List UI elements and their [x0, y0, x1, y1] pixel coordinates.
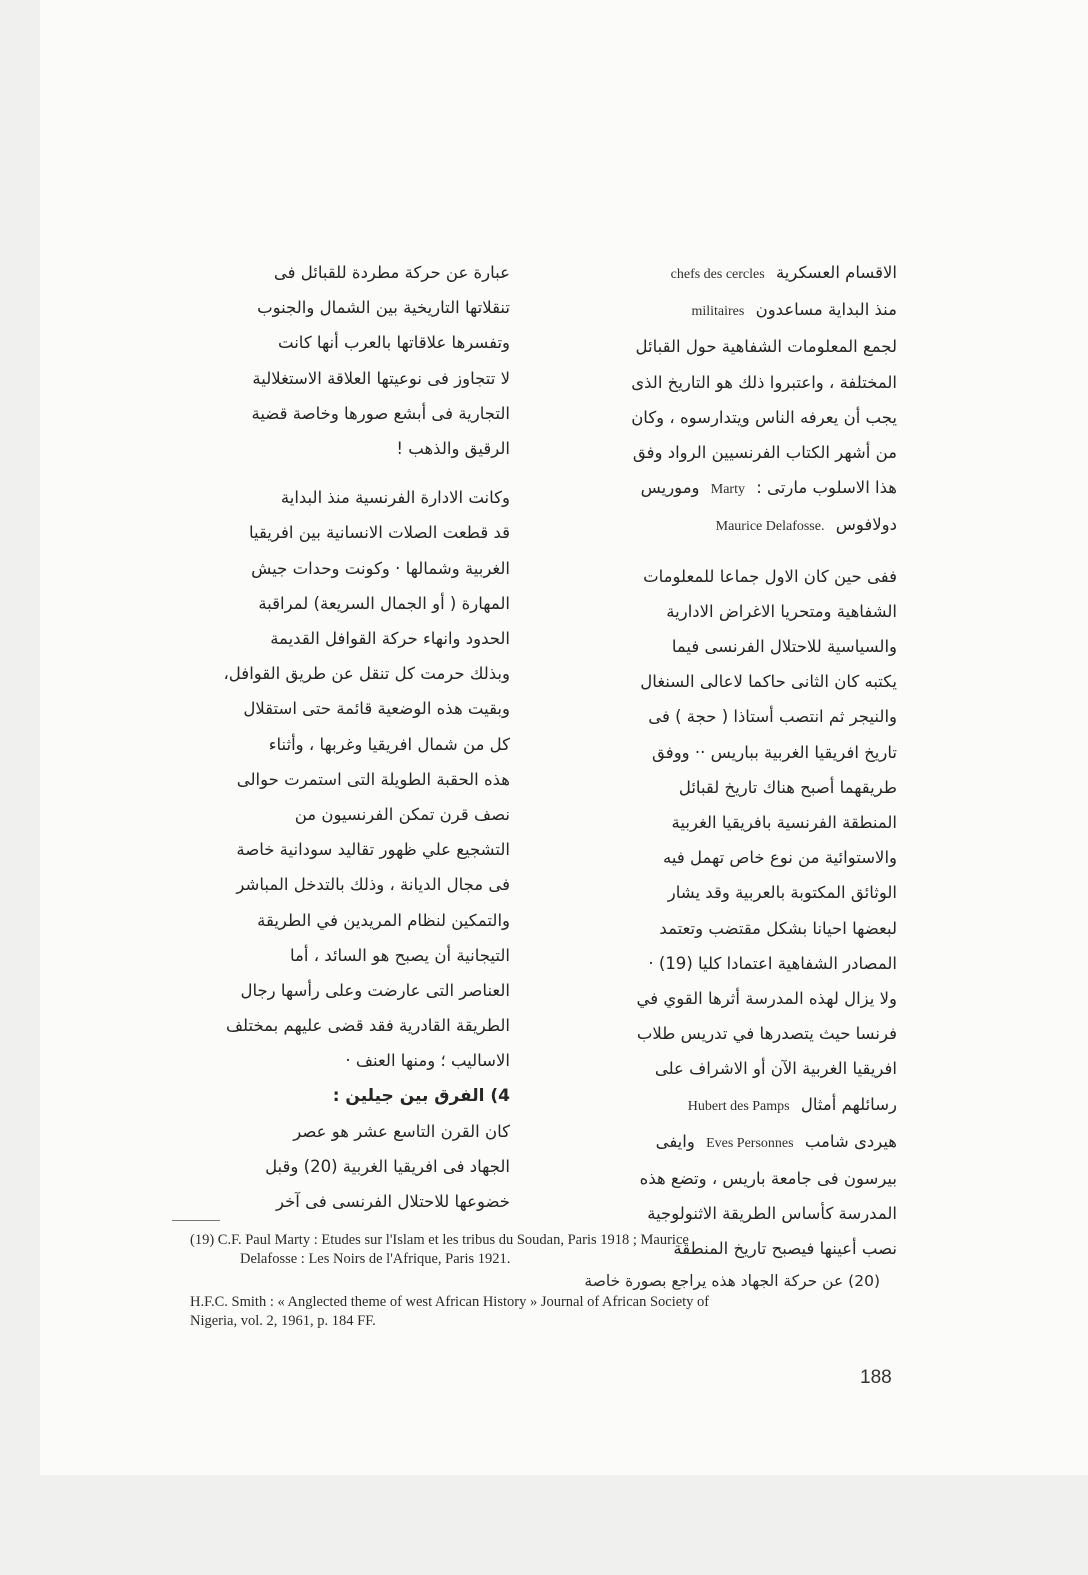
latin-term: militaires — [691, 304, 745, 320]
text-line: نصف قرن تمكن الفرنسيون من — [294, 805, 510, 825]
text-line: دولافوس Maurice Delafosse. — [537, 507, 897, 544]
text-line: والسياسية للاحتلال الفرنسى فيما — [671, 637, 897, 657]
section-heading: 4) الفرق بين جيلين : — [332, 1085, 510, 1106]
footnote-19-line: Delafosse : Les Noirs de l'Afrique, Paris 1921. — [240, 1251, 511, 1267]
footnote-20-line: H.F.C. Smith : « Anglected theme of west African History » Journal of African Society of — [190, 1294, 710, 1310]
text-line: فى مجال الديانة ، وذلك بالتدخل المباشر — [236, 875, 510, 895]
text-line: الحدود وانهاء حركة القوافل القديمة — [270, 629, 510, 649]
text-line: المهارة ( أو الجمال السريعة) لمراقبة — [258, 593, 510, 613]
text-line: خضوعها للاحتلال الفرنسى فى آخر — [275, 1192, 510, 1212]
text-line: المنطقة الفرنسية بافريقيا الغربية — [671, 813, 897, 833]
text-line: بيرسون فى جامعة باريس ، وتضع هذه — [639, 1169, 897, 1189]
latin-term: chefs des cercles — [670, 267, 765, 282]
text-line: الاقسام العسكرية chefs des cercles — [537, 255, 897, 292]
text-line: كان القرن التاسع عشر هو عصر — [293, 1121, 510, 1141]
text-line: طريقهما أصبح هناك تاريخ لقبائل — [678, 777, 897, 797]
text-line: وبقيت هذه الوضعية قائمة حتى استقلال — [243, 699, 510, 719]
text-line: المدرسة كأساس الطريقة الاثنولوجية — [647, 1204, 897, 1224]
footnote-19-line: (19) C.F. Paul Marty : Etudes sur l'Islam et les tribus du Soudan, Paris 1918 ; Maurice — [190, 1232, 689, 1248]
text-line: والتمكين لنظام المريدين في الطريقة — [257, 910, 510, 930]
text-line: هذه الحقبة الطويلة التى استمرت حوالى — [236, 769, 510, 789]
text-line: الغربية وشمالها · وكونت وحدات جيش — [251, 558, 510, 578]
left-text-column — [146, 255, 510, 1219]
text-line: افريقيا الغربية الآن أو الاشراف على — [654, 1059, 897, 1079]
text-line: الشفاهية ومتحريا الاغراض الادارية — [666, 601, 897, 621]
text-line: التيجانية أن يصبح هو السائد ، أما — [290, 945, 510, 965]
text-line: لبعضها احيانا بشكل مقتضب وتعتمد — [659, 918, 897, 938]
page-number: 188 — [860, 1367, 892, 1388]
text-line: الرقيق والذهب ! — [396, 439, 510, 459]
text-line: هيردى شامب Eves Personnes وايفى — [537, 1124, 897, 1161]
text-line: الجهاد فى افريقيا الغربية (20) وقبل — [265, 1157, 510, 1177]
footnote-20-arabic: (20) عن حركة الجهاد هذه يراجع بصورة خاصة — [584, 1272, 880, 1290]
text-line: المختلفة ، واعتبروا ذلك هو التاريخ الذى — [631, 372, 897, 392]
footnotes — [190, 1232, 910, 1332]
text-line: ولا يزال لهذه المدرسة أثرها القوي في — [636, 989, 897, 1009]
text-line: هذا الاسلوب مارتى : Marty وموريس — [537, 470, 897, 507]
text-line: فرنسا حيث يتصدرها في تدريس طلاب — [636, 1024, 897, 1044]
footnote-divider — [172, 1220, 220, 1221]
text-line: من أشهر الكتاب الفرنسيين الرواد وفق — [632, 443, 897, 463]
text-line: والاستوائية من نوع خاص تهمل فيه — [663, 848, 897, 868]
text-line: تنقلاتها التاريخية بين الشمال والجنوب — [257, 298, 510, 318]
text-line: منذ البداية مساعدون militaires — [537, 292, 897, 329]
text-line: التشجيع علي ظهور تقاليد سودانية خاصة — [236, 840, 510, 860]
latin-term: Hubert des Pamps — [687, 1098, 790, 1114]
text-line: لا تتجاوز فى نوعيتها العلاقة الاستغلالية — [252, 368, 510, 388]
text-line: رسائلهم أمثال Hubert des Pamps — [537, 1087, 897, 1124]
text-line: ففى حين كان الاول جماعا للمعلومات — [643, 566, 897, 586]
text-line: وتفسرها علاقاتها بالعرب أنها كانت — [278, 333, 510, 353]
text-line: وبذلك حرمت كل تنقل عن طريق القوافل، — [223, 664, 510, 684]
text-line: المصادر الشفاهية اعتمادا كليا (19) · — [648, 953, 897, 973]
text-line: الوثائق المكتوبة بالعربية وقد يشار — [667, 883, 897, 903]
text-line: عبارة عن حركة مطردة للقبائل فى — [273, 263, 510, 282]
right-text-column — [537, 255, 897, 1267]
text-line: الاساليب ؛ ومنها العنف · — [345, 1051, 510, 1071]
latin-term: Eves Personnes — [706, 1135, 794, 1151]
text-line: وكانت الادارة الفرنسية منذ البداية — [280, 488, 510, 508]
text-line: تاريخ افريقيا الغربية بباريس ·· ووفق — [652, 742, 897, 762]
text-line: لجمع المعلومات الشفاهية حول القبائل — [635, 337, 897, 357]
text-line: العناصر التى عارضت وعلى رأسها رجال — [240, 981, 510, 1001]
text-line: قد قطعت الصلات الانسانية بين افريقيا — [248, 523, 510, 543]
text-line: كل من شمال افريقيا وغربها ، وأثناء — [268, 734, 510, 754]
text-line: التجارية فى أبشع صورها وخاصة قضية — [251, 403, 510, 423]
text-line: والنيجر ثم انتصب أستاذا ( حجة ) فى — [648, 707, 897, 727]
footnote-20-line: Nigeria, vol. 2, 1961, p. 184 FF. — [190, 1313, 376, 1329]
text-line: الطريقة القادرية فقد قضى عليهم بمختلف — [225, 1016, 510, 1036]
latin-term: Marty — [710, 482, 745, 498]
text-line: يجب أن يعرفه الناس ويتدارسوه ، وكان — [631, 407, 897, 427]
text-line: نصب أعينها فيصبح تاريخ المنطقة — [673, 1239, 897, 1259]
text-line: يكتبه كان الثانى حاكما لاعالى السنغال — [640, 672, 897, 692]
latin-term: Maurice Delafosse. — [715, 519, 825, 535]
